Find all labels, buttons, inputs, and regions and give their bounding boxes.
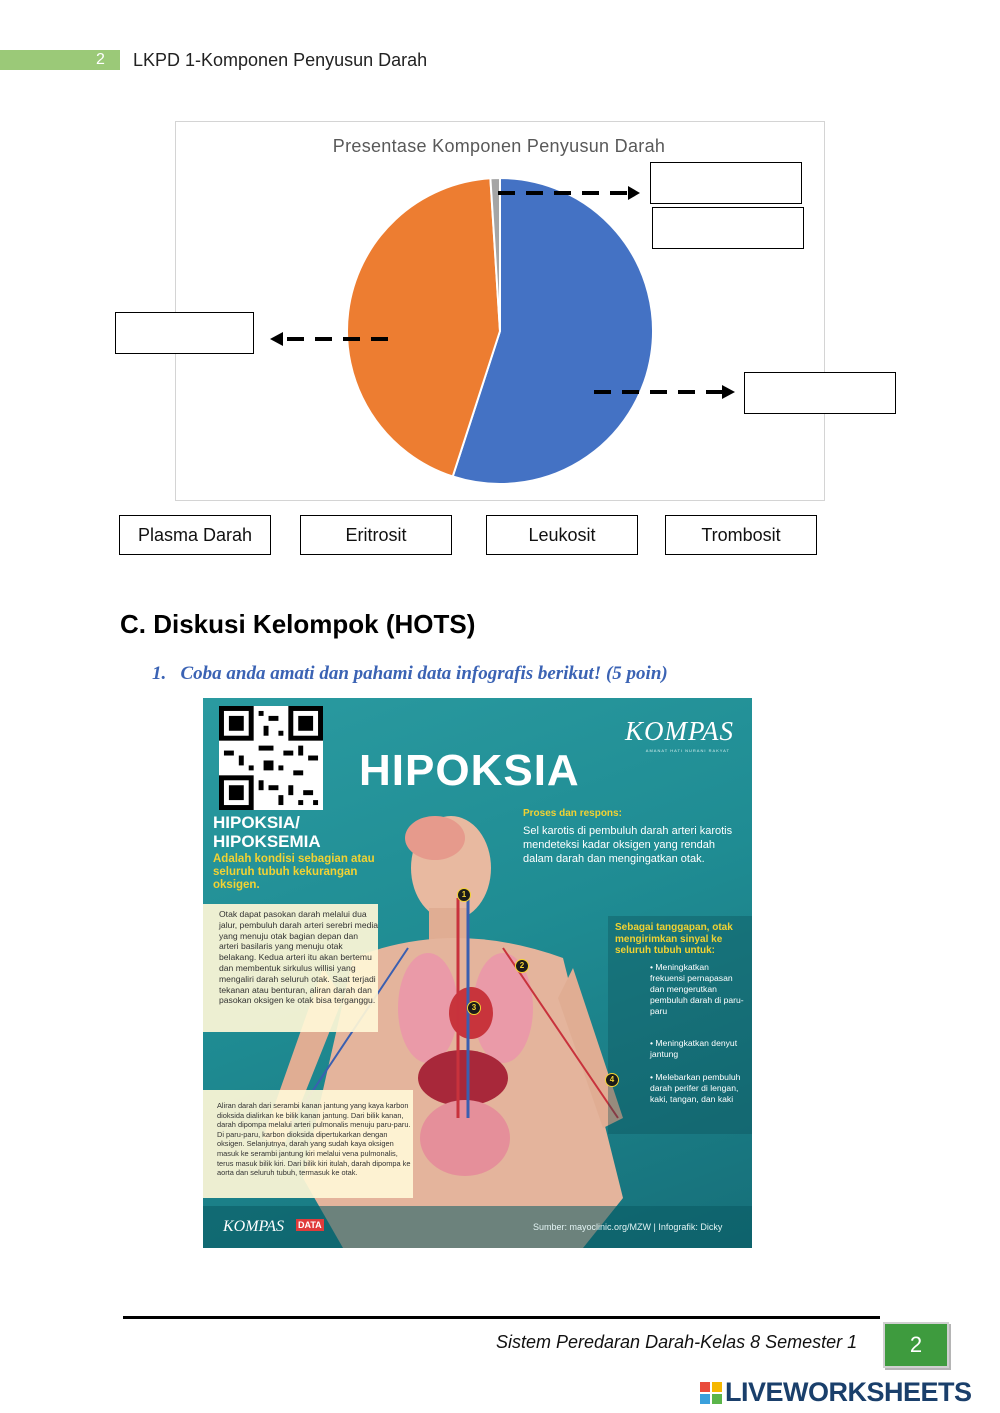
- marker-1: 1: [457, 888, 471, 902]
- header-page-number: 2: [96, 51, 105, 68]
- response-item-1: • Meningkatkan frekuensi pernapasan dan mengerutkan pembuluh darah di paru-paru: [650, 962, 744, 1016]
- liveworksheets-brand: LIVEWORKSHEETS: [725, 1377, 972, 1407]
- infographic-title: HIPOKSIA: [359, 746, 580, 795]
- label-plasma-darah[interactable]: Plasma Darah: [119, 515, 271, 555]
- marker-3: 3: [467, 1001, 481, 1015]
- subtitle-line-1: HIPOKSIA/: [213, 813, 300, 832]
- marker-4: 4: [605, 1073, 619, 1087]
- response-item-2: • Meningkatkan denyut jantung: [650, 1038, 738, 1059]
- footer-page-number: 2: [883, 1322, 949, 1368]
- kompas-data-logo: KOMPAS: [223, 1218, 285, 1235]
- question-text: 1. Coba anda amati dan pahami data infografis berikut! (5 poin): [152, 663, 668, 684]
- qr-code-pattern: [219, 706, 323, 810]
- definition-text: Adalah kondisi sebagian atau seluruh tubuh kekurangan oksigen.: [213, 853, 375, 891]
- infographic-source: Sumber: mayoclinic.org/MZW | Infografik: Dicky: [533, 1222, 723, 1232]
- section-title: C. Diskusi Kelompok (HOTS): [120, 609, 476, 639]
- answer-box-1[interactable]: [650, 162, 802, 204]
- label-eritrosit[interactable]: Eritrosit: [300, 515, 452, 555]
- footer-divider: [123, 1316, 880, 1319]
- infographic-subtitle: [213, 813, 321, 851]
- proses-label: Proses dan respons:: [523, 808, 622, 819]
- kompas-logo: KOMPAS: [624, 716, 734, 746]
- footer-text: Sistem Peredaran Darah-Kelas 8 Semester 1: [496, 1332, 858, 1352]
- label-trombosit[interactable]: Trombosit: [665, 515, 817, 555]
- chart-title: Presentase Komponen Penyusun Darah: [332, 136, 666, 156]
- left-info-text: Otak dapat pasokan darah melalui dua jalur, pembuluh darah arteri serebri media yang menuju otak bagian depan dan arteri basilaris yang menuju otak belakang. Kedua arteri itu akan bertemu dan membentuk sirkulus willisi yang mengaliri darah seluruh otak. Saat terjadi tekanan atau benturan, aliran darah dan pasokan oksigen ke otak bisa terganggu.: [219, 909, 379, 1006]
- answer-box-4[interactable]: [744, 372, 896, 414]
- arrowhead-top-right: [628, 186, 640, 200]
- subtitle-line-2: HIPOKSEMIA: [213, 832, 321, 851]
- bottom-info-text: Aliran darah dari serambi kanan jantung yang kaya karbon dioksida dialirkan ke bilik kanan jantung. Dari bilik kanan, darah dipompa melalui arteri pulmonalis menuju paru-paru. Di paru-paru, karbon dioksida dipertukarkan dengan oksigen. Selanjutnya, darah yang sudah kaya oksigen masuk ke serambi jantung kiri melalui vena pulmonalis, terus masuk bilik kiri. Dari bilik kiri itulah, darah dipompa ke aorta dan seluruh tubuh, termasuk ke otak.: [217, 1101, 411, 1178]
- answer-box-3[interactable]: [115, 312, 254, 354]
- answer-box-2[interactable]: [652, 207, 804, 249]
- kompas-tagline: AMANAT HATI NURANI RAKYAT: [645, 748, 730, 753]
- qr-code[interactable]: [219, 706, 323, 810]
- arrowhead-left: [270, 332, 283, 346]
- response-item-3: • Melebarkan pembuluh darah perifer di lengan, kaki, tangan, dan kaki: [650, 1072, 741, 1104]
- label-leukosit[interactable]: Leukosit: [486, 515, 638, 555]
- arrowhead-bottom-right: [722, 385, 735, 399]
- pie-chart: [0, 0, 1000, 600]
- infographic: [203, 698, 752, 1248]
- marker-2: 2: [515, 959, 529, 973]
- kompas-data-tag: DATA: [298, 1220, 322, 1230]
- proses-text: Sel karotis di pembuluh darah arteri karotis mendeteksi kadar oksigen yang rendah dalam darah dan mengingatkan otak.: [523, 825, 733, 865]
- header-title: LKPD 1-Komponen Penyusun Darah: [133, 50, 428, 70]
- liveworksheets-logo-icon: [700, 1380, 724, 1408]
- tanggapan-text: Sebagai tanggapan, otak mengirimkan sinyal ke seluruh tubuh untuk:: [615, 922, 733, 956]
